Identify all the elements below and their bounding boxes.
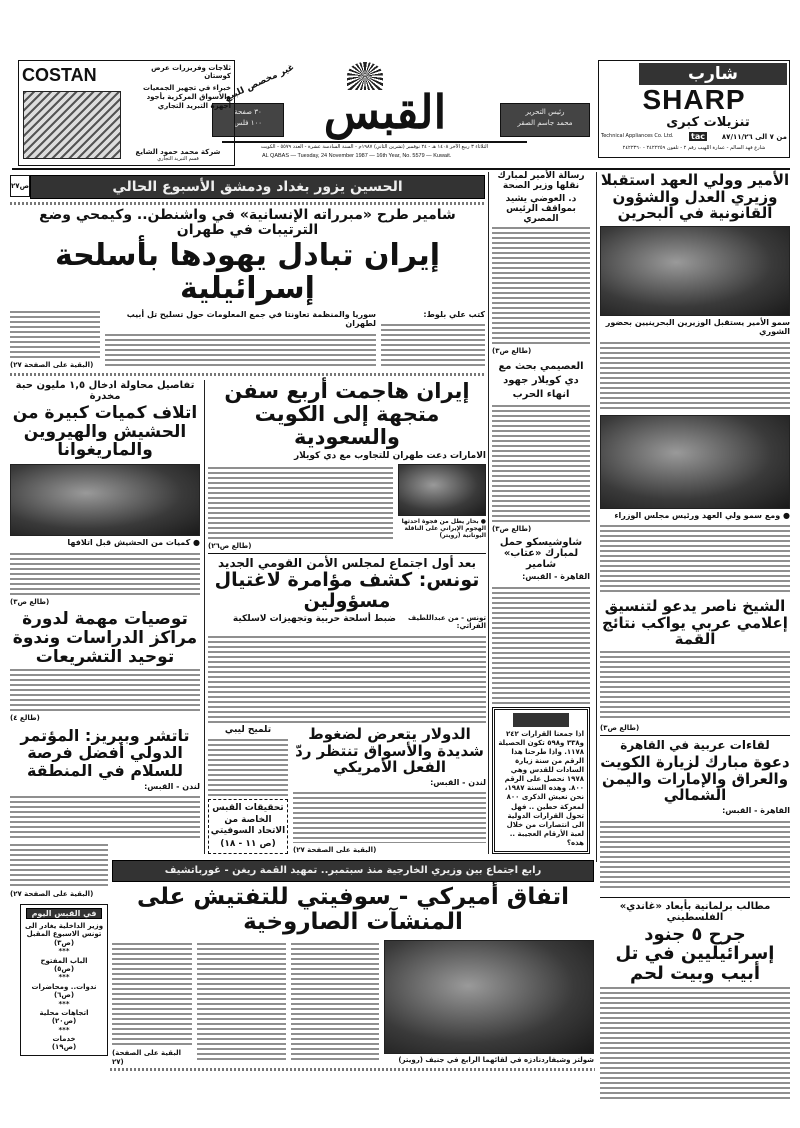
nasser-text: [600, 651, 790, 721]
costan-text: خبراء في تجهيز الجمعيات والأسواق المركزية بأجود أجهزة التبريد التجاري: [143, 84, 231, 110]
drugs-jump: (طالع ص٣): [10, 597, 50, 606]
thatcher-dateline: لندن - القبس:: [144, 781, 200, 791]
numbers-box: [492, 707, 590, 854]
tanker-caption: ● بحار يطل من فجوة احدثها الهجوم الإيراني على الناقلة اليونانية (رويتر): [401, 518, 486, 540]
sharp-ad[interactable]: [598, 60, 790, 158]
mubarak-headline: دعوة مبارك لزيارة الكويت والعراق والإمارات واليمن الشمالي: [600, 753, 790, 805]
thatcher-headline: تاتشر وبيريز: المؤتمر الدولي أفضل فرصة للسلام في المنطقة: [20, 725, 190, 781]
drugs-headline: اتلاف كميات كبيرة من الحشيش والهيروين والماريغوانا: [12, 403, 198, 461]
index-separator: ***: [58, 947, 70, 956]
left-column: [10, 380, 200, 898]
drugs-photo: [10, 464, 200, 536]
index-item-label: خدمات: [52, 1035, 76, 1044]
index-item-page: (ص٥): [53, 964, 75, 973]
thatcher-jump: (البقية على الصفحة ٢٧): [10, 889, 94, 898]
not-for-sale-label: غير مخصص للبيع: [223, 62, 297, 104]
lead-byline: كتب علي بلوط:: [423, 309, 485, 319]
libya-sub: تلميح ليبي: [224, 725, 272, 735]
lead-sidebar-sub: سوريا والمنظمة تعاونتا في جمع المعلومات حول تسليح تل أبيب لطهران: [126, 309, 376, 329]
numbers-box-logo: [513, 713, 569, 727]
tunisia-kicker: بعد أول اجتماع لمجلس الأمن القومي الجديد: [218, 556, 476, 571]
tac-logo: tac: [691, 132, 705, 141]
divider: [600, 897, 790, 898]
hussein-banner: [30, 175, 485, 199]
costan-dept: قسم التبريد التجاري: [157, 156, 199, 162]
crown-prince-photo: [600, 415, 790, 509]
arms-photo-caption: شولتز وشيفاردنادزه في لقائهما الرابع في جنيف (رويتر): [398, 1055, 594, 1064]
column-divider: [204, 380, 205, 854]
cairo-kicker: لقاءات عربية في القاهرة: [620, 738, 770, 753]
lead-body: [10, 308, 485, 369]
index-separator: ***: [58, 973, 70, 982]
cairo-dateline: القاهرة - القبس:: [722, 805, 790, 815]
index-item[interactable]: [21, 922, 107, 956]
tunisia-dateline: تونس - من عبداللطيف الفراتي:: [408, 614, 486, 631]
emir-letter-headline: رسالة الأمير لمبارك نقلها وزير الصحة: [497, 171, 585, 191]
editor-label: رئيس التحرير: [525, 108, 565, 116]
studies-text: [10, 669, 200, 711]
tanker-photo: [398, 464, 486, 516]
emir-letter-jump: (طالع ص٣): [492, 347, 532, 356]
editor-box: [500, 103, 590, 137]
column-divider: [488, 172, 489, 854]
sharp-company: Technical Appliances Co. Ltd.: [601, 133, 674, 139]
costan-brand: COSTAN: [22, 65, 97, 85]
sharp-sale: تنزيلات كبرى: [666, 115, 750, 130]
ceausescu-text: [492, 587, 590, 704]
arms-text-2: [197, 943, 286, 1063]
soldiers-headline: جرح ٥ جنود إسرائيليين في تل أبيب وبيت لحم: [615, 923, 775, 985]
sharp-dates: من ٧ الى ٨٧/١١/٢٦: [721, 133, 787, 141]
ceausescu-dateline: القاهرة - القبس:: [522, 572, 590, 582]
center-column: [208, 380, 486, 854]
editor-name: محمد جاسم الصقر: [517, 119, 573, 127]
dollar-jump: (البقية على الصفحة ٢٧): [293, 845, 377, 854]
right-column: [600, 172, 790, 1102]
dollar-dateline: لندن - القبس:: [430, 777, 486, 787]
emir-letter-sub: د. العوضي يشيد بمواقف الرئيس المصري: [505, 193, 577, 224]
masthead-rule: [222, 141, 527, 143]
gandhi-kicker: مطالب برلمانية بأبعاد «غاندي» الفلسطيني: [619, 900, 771, 923]
index-item-label: الباب المفتوح: [40, 956, 88, 965]
emir-photo: [600, 226, 790, 316]
index-item[interactable]: [21, 983, 107, 1008]
thatcher-text: [10, 796, 200, 838]
costan-ad[interactable]: [18, 60, 235, 166]
index-item-label: اتجاهات محلية: [39, 1008, 89, 1017]
lead-jump: (البقية على الصفحة ٢٧): [10, 360, 94, 369]
header-rule: [12, 168, 790, 170]
sharp-brand: SHARP: [642, 84, 746, 115]
sharp-address: شارع فهد السالم - عمارة اللهيب رقم ٢ - تلفون ٢٤٢٢٢٥٩ - ٢٤٢٢٣٦٠: [622, 145, 766, 151]
sharp-ad-title-ar: شارب: [639, 63, 787, 85]
arms-story: [112, 860, 594, 1066]
bahrain-text: [600, 342, 790, 412]
costan-title: ثلاجات وفريزرات عرض كوستان: [151, 64, 231, 80]
index-item-label: وزير الداخلية يغادر الى تونس الاسبوع المقبل: [24, 922, 104, 939]
index-separator: ***: [58, 1025, 70, 1034]
osaimi-text: [492, 405, 590, 522]
column-divider: [596, 172, 597, 862]
drugs-caption: ● كميات من الحشيش قبل اتلافها: [67, 538, 200, 548]
index-item[interactable]: [21, 1009, 107, 1034]
osaimi-jump: (طالع ص٣): [492, 524, 532, 533]
date-arabic: الثلاثاء ٣ ربيع الآخر ١٤٠٨ هـ - ٢٤ نوفمبر (تشرين الثاني) ١٩٨٧م - السنة السادسة عشرة - العدد ٥٥٧٩ - الكويت: [260, 144, 489, 150]
second-column: [492, 172, 590, 854]
ships-headline: إيران هاجمت أربع سفن متجهة إلى الكويت والسعودية: [224, 379, 470, 450]
drugs-kicker: تفاصيل محاولة ادخال ١,٥ مليون حبة مخدرة: [15, 380, 195, 402]
index-box-title: في القبس اليوم: [26, 908, 102, 919]
refrigerator-illustration: [23, 91, 121, 159]
tunisia-sub: ضبط أسلحة حربية وتجهيزات لاسلكية: [232, 614, 396, 625]
nasser-jump: (طالع ص٣): [600, 723, 640, 732]
index-item-label: ندوات.. ومحاضرات: [31, 982, 97, 991]
arms-text-3: [291, 943, 380, 1063]
ceausescu-headline: شاوشيسكو حمل لمبارك «عتاب» شامير: [499, 537, 583, 571]
index-box: [20, 904, 108, 1056]
lead-subhead: شامير طرح «مبرراته الإنسانية» في واشنطن.. وكيمحي وضع الترتيبات في طهران: [39, 207, 456, 239]
arms-text: [112, 943, 192, 1047]
divider: [600, 735, 790, 736]
tunisia-text: [208, 636, 486, 723]
masthead-logo: القبس: [323, 85, 447, 139]
lead-story: [10, 175, 485, 369]
divider: [10, 373, 485, 376]
soldiers-text: [600, 987, 790, 1099]
osaimi-headline: العصيمي بحث مع دي كويلار جهود انهاء الحرب: [498, 360, 584, 400]
index-item[interactable]: [21, 957, 107, 982]
page-count: ٣٠ صفحة: [234, 108, 262, 116]
index-item-page: (ص١٩): [51, 1043, 77, 1052]
arms-jump: (البقية على الصفحة ٢٧): [112, 1049, 182, 1066]
banner-page-ref: ص٢٧: [10, 175, 30, 197]
nasser-headline: الشيخ ناصر يدعو لتنسيق إعلامي عربي يواكب نتائج القمة: [602, 597, 788, 649]
lead-text-2: [105, 334, 376, 366]
studies-headline: توصيات مهمة لدورة مراكز الدراسات وندوة توحيد التشريعات: [12, 609, 198, 667]
thatcher-text-2: [10, 844, 108, 886]
arms-banner: [112, 860, 594, 882]
soviet-box-pages: (ص ١١ - ١٨): [220, 839, 276, 850]
divider: [10, 202, 485, 205]
price: ١٠٠ فلس: [233, 119, 263, 127]
mubarak-text: [600, 821, 790, 891]
dollar-headline: الدولار يتعرض لضغوط شديدة والأسواق تنتظر ردّ الفعل الأمريكي: [295, 725, 484, 776]
soviet-investigations-box[interactable]: [208, 799, 288, 854]
dollar-text: [293, 792, 486, 843]
divider: [110, 1068, 595, 1071]
index-separator: ***: [58, 999, 70, 1008]
crown-prince-caption: ● ومع سمو ولي العهد ورئيس مجلس الوزراء: [614, 510, 790, 520]
divider: [208, 553, 486, 554]
ships-sub: الامارات دعت طهران للتجاوب مع دي كويلار: [293, 451, 486, 462]
tunisia-headline: تونس: كشف مؤامرة لاغتيال مسؤولين: [214, 569, 480, 613]
index-item-page: (ص٣): [53, 938, 75, 947]
drugs-text: [10, 553, 200, 595]
index-item-page: (ص٦): [53, 991, 75, 1000]
hussein-banner-text: الحسين يزور بغداد ودمشق الأسبوع الحالي: [112, 179, 403, 195]
lead-text: [381, 324, 485, 366]
bahrain-text-2: [600, 525, 790, 595]
lead-text-3: [10, 311, 100, 358]
soviet-box-title: تحقيقات القبس الخاصة من الاتحاد السوفيتي: [210, 803, 286, 837]
arms-headline: اتفاق أميركي - سوفيتي للتفتيش على المنشآت الصاروخية: [136, 884, 570, 936]
emir-letter-text: [492, 227, 590, 344]
arms-banner-text: رابع اجتماع بين وزيري الخارجية منذ سبتمبر.. تمهيد القمة ريغن - غورباتشيف: [164, 865, 542, 876]
ships-text: [208, 467, 393, 539]
date-english: AL QABAS — Tuesday, 24 November 1987 — 16th Year, No. 5579 — Kuwait.: [262, 153, 452, 159]
libya-text: [208, 739, 288, 796]
emir-photo-caption: سمو الأمير يستقبل الوزيرين البحرينيين بحضور الشوري: [605, 317, 790, 337]
bahrain-headline: الأمير وولي العهد استقبلا وزيري العدل والشؤون القانونية في البحرين: [600, 171, 790, 222]
numbers-box-text: اذا جمعنا القرارات ٢٤٢ و٣٣٨ و٥٩٨ تكون الحصيلة ١١٧٨. واذا طرحنا هذا الرقم من سنة زيارة السادات للقدس وهي ١٩٧٨ نحصل على الرقم ٨٠٠. وهذه السنة ١٩٨٧، نحن نعيش الذكرى ٨٠٠ لمعركة حطين .. فهل تحول القرارات الدولية الى انتصارات من خلال لعبة الأرقام العجيبة .. هذه؟: [498, 729, 584, 847]
studies-jump: (طالع ٤): [10, 714, 40, 723]
costan-company: شركة محمد حمود الشايع: [135, 148, 221, 156]
index-list: [21, 922, 107, 1052]
lead-headline: إيران تبادل يهودها بأسلحة إسرائيلية: [54, 237, 441, 306]
shultz-shevardnadze-photo: [384, 940, 594, 1054]
index-item[interactable]: [21, 1035, 107, 1052]
index-item-page: (ص٢٠): [51, 1017, 77, 1026]
ships-jump: (طالع ص٢٦): [208, 541, 252, 550]
